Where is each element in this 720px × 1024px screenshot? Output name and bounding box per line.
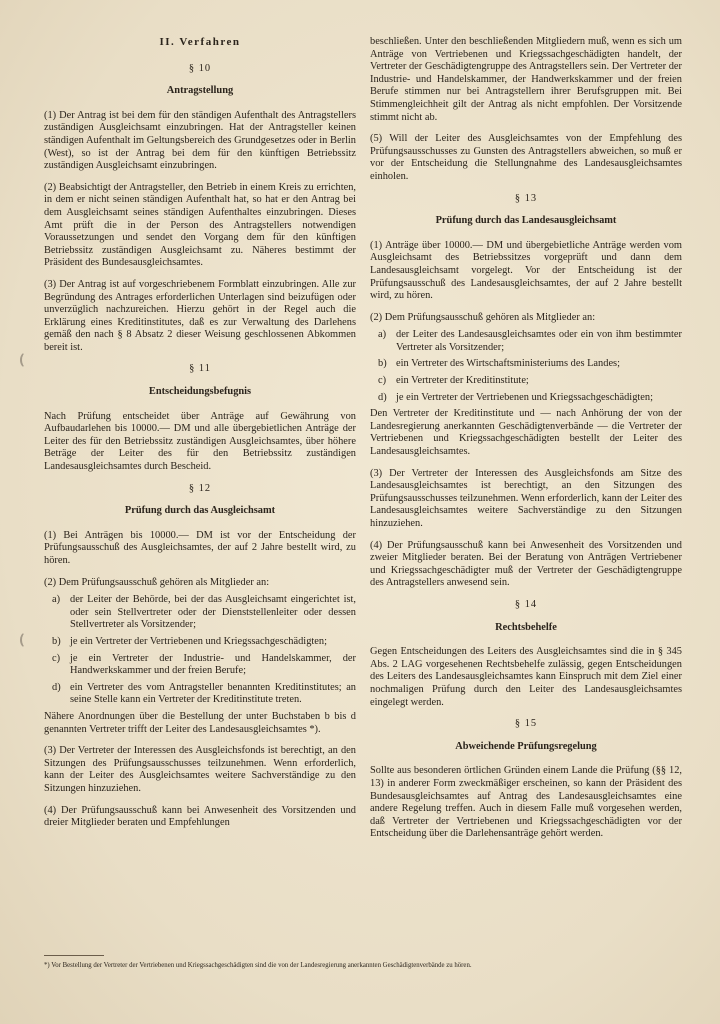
section-number-13: § 13 bbox=[514, 192, 538, 204]
list-item-text: je ein Vertreter der Vertriebenen und Kriegssachgeschädigten; bbox=[70, 635, 327, 647]
paragraph: Nähere Anordnungen über die Bestellung der unter Buchstaben b bis d genannten Vertreter trifft der Leiter des Landesausgleichsamtes *). bbox=[44, 710, 356, 735]
paragraph: Gegen Entscheidungen des Leiters des Ausgleichsamtes sind die in § 345 Abs. 2 LAG vorgesehenen Rechtsbehelfe zulässig, gegen Entscheidungen des Leiters des Landesausgleichsamtes kann Einspruch mit dem Ziel einer nochmaligen Prüfung durch den Leiter des Landesausgleichsamtes eingelegt werden. bbox=[370, 646, 682, 708]
paragraph: (5) Will der Leiter des Ausgleichsamtes von der Empfehlung des Prüfungsausschusses zu Gunsten des Antragstellers abweichen, so muß er vor der Entscheidung die Stellungnahme des Landesausgleichsamtes einholen. bbox=[370, 133, 682, 182]
section-number-15: § 15 bbox=[514, 718, 538, 730]
punch-hole-mark bbox=[20, 632, 32, 648]
list-item-label: a) bbox=[52, 594, 61, 606]
member-list bbox=[44, 594, 356, 707]
paragraph: Den Vertreter der Kreditinstitute und — nach Anhörung der von der Landesregierung anerkannten Geschädigtenverbände — die Vertreter der Vertriebenen und Kriegssachgeschädigten bestellt der Leiter des Landesausgleichsamtes. bbox=[370, 408, 682, 458]
list-item-text: ein Vertreter des Wirtschaftsministeriums des Landes; bbox=[396, 358, 620, 370]
right-column bbox=[370, 36, 682, 850]
paragraph: (2) Beabsichtigt der Antragsteller, den Betrieb in einem Kreis zu errichten, in dem er nicht seinen ständigen Aufenthalt hat, so hat er den Antrag bei dem Ausgleichsamt seines ständigen Aufenthaltes einzubringen. Dieses Amt prüft die in der Person des Antragstellers notwendigen Voraussetzungen und sendet den Vorgang dem für den künftigen Betriebssitz zuständigen Ausgleichsamt zu. Näheres bestimmt der Präsident des Bundesausgleichsamtes. bbox=[44, 181, 356, 269]
list-item-label: d) bbox=[52, 681, 61, 693]
paragraph: (3) Der Vertreter der Interessen des Ausgleichsfonds am Sitze des Landesausgleichsamtes ist berechtigt, an den Sitzungen des Prüfungsausschusses teilzunehmen. Wenn erforderlich, kann der Leiter des Landesausgleichsamtes weitere Sachverständige zu den Sitzungen hinzuziehen. bbox=[370, 467, 682, 529]
list-item bbox=[370, 329, 682, 354]
section-number-12: § 12 bbox=[188, 482, 212, 494]
list-item-text: der Leiter des Landesausgleichsamtes oder ein von ihm bestimmter Vertreter als Vorsitzender; bbox=[396, 329, 682, 353]
section-title-14: Rechtsbehelfe bbox=[495, 621, 557, 633]
chapter-heading: II. Verfahren bbox=[159, 36, 241, 48]
left-column bbox=[44, 36, 356, 839]
list-item-label: c) bbox=[52, 652, 61, 664]
paragraph: (4) Der Prüfungsausschuß kann bei Anwesenheit des Vorsitzenden und dreier Mitglieder beraten und Empfehlungen bbox=[44, 804, 356, 829]
member-list bbox=[370, 329, 682, 404]
list-item-label: d) bbox=[378, 391, 387, 403]
list-item bbox=[44, 653, 356, 678]
list-item bbox=[44, 636, 356, 649]
list-item bbox=[370, 392, 682, 405]
paragraph: Sollte aus besonderen örtlichen Gründen einem Lande die Prüfung (§§ 12, 13) in anderer Form zweckmäßiger erscheinen, so kann der Präsident des Bundesausgleichsamtes auf Antrag des Landesausgleichsamtes eine andere Regelung treffen. Auch in diesem Falle muß vorgesehen werden, daß Vertreter der Vertriebenen und Kriegssachgeschädigten vor der Entscheidung über die Darlehensanträge gehört werden. bbox=[370, 765, 682, 840]
list-item bbox=[44, 682, 356, 707]
footnote: *) Vor Bestellung der Vertreter der Vertriebenen und Kriegssachgeschädigten sind die von der Landesregierung anerkannten Geschädigtenverbände zu hören. bbox=[44, 962, 472, 969]
paragraph: (3) Der Antrag ist auf vorgeschriebenem Formblatt einzubringen. Alle zur Begründung des Antrages erforderlichen Unterlagen sind beizufügen oder unverzüglich nachzureichen. Hierzu gehört in der Regel auch die Erklärung eines Kreditinstitutes, daß es zur Verwaltung des Darlehens gemäß den nach § 8 Absatz 2 dieser Weisung geschlossenen Abkommen bereit ist. bbox=[44, 278, 356, 353]
paragraph: (3) Der Vertreter der Interessen des Ausgleichsfonds ist berechtigt, an den Sitzungen des Prüfungsausschusses teilzunehmen. Wenn erforderlich, kann der Leiter des Ausgleichsamtes weitere Sachverständige zu den Sitzungen hinzuziehen. bbox=[44, 745, 356, 794]
paragraph: (1) Der Antrag ist bei dem für den ständigen Aufenthalt des Antragstellers zuständigen Ausgleichsamt einzubringen. Hat der Antragsteller keinen ständigen Aufenthalt im Geltungsbereich des Grundgesetzes oder in Berlin (West), so ist der Antrag bei dem für den künftigen Betriebssitz zuständigen Ausgleichsamt einzubringen. bbox=[44, 109, 356, 172]
list-item-label: b) bbox=[52, 635, 61, 647]
list-item-text: je ein Vertreter der Vertriebenen und Kriegssachgeschädigten; bbox=[396, 391, 653, 403]
section-title-13: Prüfung durch das Landesausgleichsamt bbox=[435, 215, 617, 227]
paragraph: (2) Dem Prüfungsausschuß gehören als Mitglieder an: bbox=[44, 576, 270, 588]
list-item-text: der Leiter der Behörde, bei der das Ausgleichsamt eingerichtet ist, oder sein Stellvertreter oder der Dienststellenleiter oder dessen Stellvertreter als Vorsitzender; bbox=[70, 594, 356, 631]
list-item bbox=[370, 358, 682, 371]
section-title-15: Abweichende Prüfungsregelung bbox=[455, 740, 597, 752]
list-item-label: c) bbox=[378, 375, 387, 387]
section-title-10: Antragstellung bbox=[166, 85, 234, 97]
section-number-14: § 14 bbox=[514, 598, 538, 610]
list-item-label: a) bbox=[378, 329, 387, 341]
section-title-11: Entscheidungsbefugnis bbox=[148, 386, 252, 398]
list-item-text: ein Vertreter der Kreditinstitute; bbox=[396, 375, 529, 387]
paragraph: (1) Bei Anträgen bis 10000.— DM ist vor der Entscheidung der Prüfungsausschuß des Ausgleichsamtes, der auf 2 Jahre bestellt wird, zu hören. bbox=[44, 529, 356, 566]
list-item bbox=[370, 375, 682, 388]
footnote-divider bbox=[44, 955, 104, 956]
list-item-text: je ein Vertreter der Industrie- und Handelskammer, der Handwerkskammer und der freien Berufe; bbox=[70, 652, 356, 677]
list-item bbox=[44, 594, 356, 632]
section-number-11: § 11 bbox=[189, 363, 211, 375]
section-title-12: Prüfung durch das Ausgleichsamt bbox=[124, 505, 276, 517]
paragraph: Nach Prüfung entscheidet über Anträge auf Gewährung von Aufbaudarlehen bis 10000.— DM und alle übergebietlichen Anträge der Leiter des für den Betriebssitz zuständigen Ausgleichsamtes, über höhere Beträge der Leiter des für den Betriebssitz zuständigen Landesausgleichsamtes durch Bescheid. bbox=[44, 410, 356, 473]
punch-hole-mark bbox=[20, 352, 32, 368]
paragraph: (2) Dem Prüfungsausschuß gehören als Mitglieder an: bbox=[370, 311, 596, 323]
paragraph: (4) Der Prüfungsausschuß kann bei Anwesenheit des Vorsitzenden und zweier Mitglieder beraten. Bei der Beratung von Anträgen Vertriebener und Kriegssachgeschädigter muß der Vertreter der Geschädigtengruppe des Antragstellers anwesend sein. bbox=[370, 539, 682, 589]
paragraph: (1) Anträge über 10000.— DM und übergebietliche Anträge werden vom Ausgleichsamt des Betriebssitzes vorgeprüft und dann dem Landesausgleichsamt vorgelegt. Vor der Entscheidung ist der Prüfungsausschuß des Landesausgleichsamtes, der auf 2 Jahre bestellt wird, zu hören. bbox=[370, 239, 682, 302]
paragraph: beschließen. Unter den beschließenden Mitgliedern muß, wenn es sich um Anträge von Vertriebenen und Kriegssachgeschädigten handelt, der Vertreter der Geschädigtengruppe des Antragstellers sein. Der Vertreter der Industrie- und Handelskammer, der Handwerkskammer und der freien Berufe stimmen nur bei Antragstellern ihrer Berufsgruppen mit. Bei Stimmengleichheit gilt der Antrag als nicht empfohlen. Der Vorsitzende stimmt nicht ab. bbox=[370, 36, 682, 123]
section-number-10: § 10 bbox=[188, 62, 212, 74]
list-item-label: b) bbox=[378, 358, 387, 370]
list-item-text: ein Vertreter des vom Antragsteller benannten Kreditinstitutes; an seine Stelle kann ein Vertreter der Kreditinstitute treten. bbox=[70, 681, 356, 706]
